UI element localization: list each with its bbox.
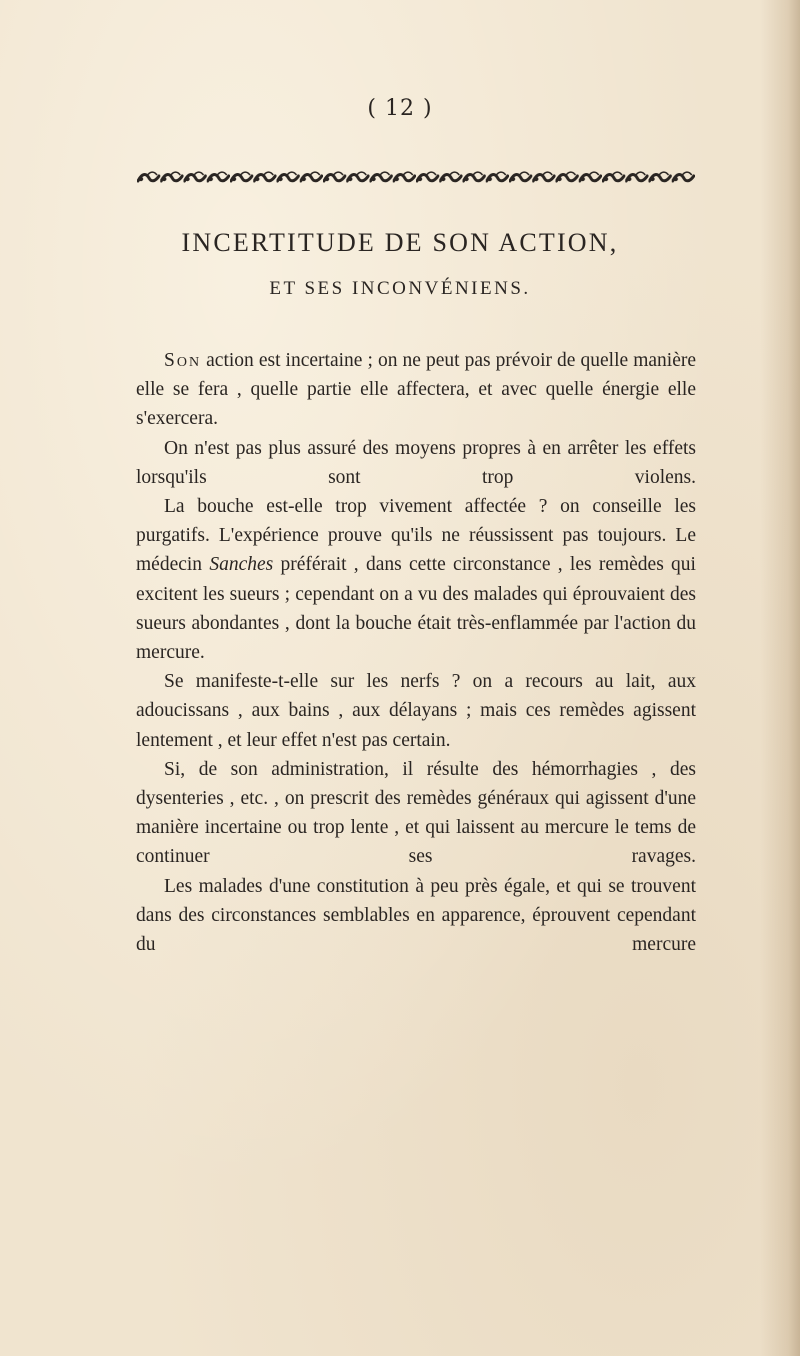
paragraph-text: On n'est pas plus assuré des moyens propres à en arrêter les effets lorsqu'ils sont trop violens. (136, 437, 696, 488)
paragraph-2 (136, 434, 696, 492)
paragraph-text: Si, de son administration, il résulte des hémorrhagies , des dysenteries , etc. , on prescrit des remèdes généraux qui agissent d'une manière incertaine ou trop lente , et qui laissent au mercure le tems de continuer ses ravages. (136, 758, 696, 868)
paragraph-5 (136, 755, 696, 872)
author-name: Sanches (209, 554, 274, 576)
heading-line-1: INCERTITUDE DE SON ACTION, (181, 228, 619, 257)
paragraph-text: Les malades d'une constitution à peu près égale, et qui se trouvent dans des circonstances semblables en apparence, éprouvent cependant du mercure (136, 875, 696, 956)
paragraph-3 (136, 492, 696, 667)
heading-line-2: ET SES INCONVÉNIENS. (269, 278, 531, 299)
paragraph-text: préférait , dans cette circonstance , les remèdes qui excitent les sueurs ; cependant on a vu des malades qui éprouvaient des sueurs abondantes , dont la bouche était très-enflammée par l'action du mercure. (136, 554, 696, 664)
paragraph-text: La bouche est-elle trop vivement affectée ? on conseille les purgatifs. L'expérience prouve qu'ils ne réussissent pas toujours. Le médecin (136, 496, 696, 576)
ornament-border (137, 167, 695, 189)
page-edge-shadow (760, 0, 800, 1356)
paragraph-text: action est incertaine ; on ne peut pas prévoir de quelle manière elle se fera , quelle partie elle affectera, et avec quelle énergie elle s'exercera. (136, 350, 696, 430)
paragraph-text: Se manifeste-t-elle sur les nerfs ? on a recours au lait, aux adoucissans , aux bains , aux délayans ; mais ces remèdes agissent lentement , et leur effet n'est pas certain. (136, 671, 696, 751)
paragraph-lead-word: Son (164, 350, 202, 371)
page-number: ( 12 ) (367, 96, 433, 121)
paragraph-6 (136, 872, 696, 960)
paragraph-1 (136, 346, 696, 434)
paragraph-4 (136, 667, 696, 755)
body-text (136, 346, 696, 959)
